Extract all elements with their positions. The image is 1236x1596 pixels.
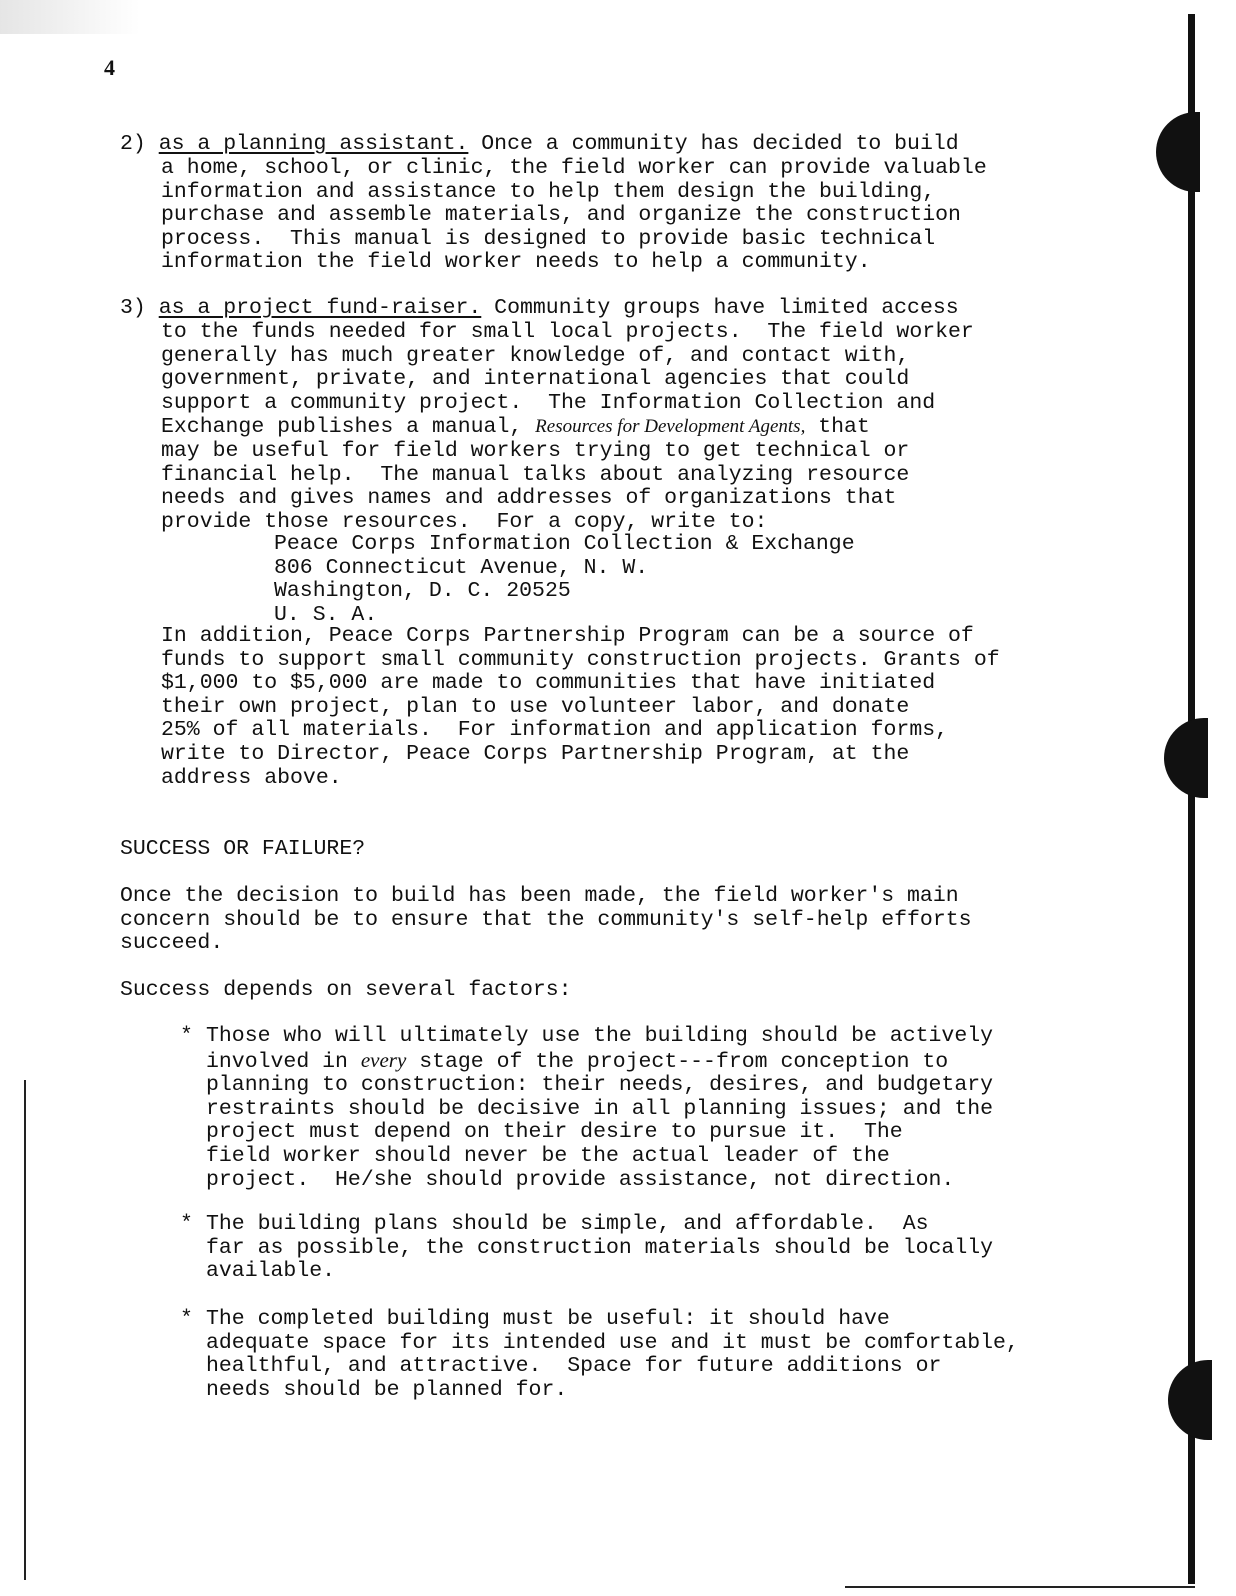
item-3-heading: as a project fund-raiser. bbox=[158, 296, 482, 320]
manual-title: Resources for Development Agents, bbox=[535, 416, 806, 438]
bullet-2-line: available. bbox=[206, 1259, 336, 1284]
bullet-1-line: project. He/she should provide assistance, not direction. bbox=[206, 1167, 955, 1192]
bullet-3-line: healthful, and attractive. Space for future additions or bbox=[206, 1354, 942, 1379]
item-2-marker: 2) bbox=[120, 132, 146, 156]
item-3-line: may be useful for field workers trying to get technical or bbox=[161, 438, 910, 463]
item-2-heading: as a planning assistant. bbox=[158, 132, 469, 156]
partnership-line: write to Director, Peace Corps Partnership Program, at the bbox=[161, 741, 910, 766]
page-number: 4 bbox=[104, 55, 115, 80]
partnership-paragraph bbox=[161, 625, 1000, 790]
address-line: 806 Connecticut Avenue, N. W. bbox=[274, 555, 649, 580]
bullet-2-line: far as possible, the construction materials should be locally bbox=[206, 1235, 994, 1260]
item-2-line: information the field worker needs to help a community. bbox=[161, 250, 871, 275]
bullet-1 bbox=[206, 1025, 993, 1192]
bullet-3-line: adequate space for its intended use and it must be comfortable, bbox=[206, 1330, 1019, 1355]
item-3-line: needs and gives names and addresses of organizations that bbox=[161, 486, 897, 511]
intro-line: Once the decision to build has been made, the field worker's main bbox=[120, 884, 959, 908]
bullet-marker: * bbox=[180, 1212, 193, 1236]
item-3-line: provide those resources. For a copy, write to: bbox=[161, 509, 768, 534]
mailing-address bbox=[274, 533, 855, 627]
bullet-1-line: restraints should be decisive in all planning issues; and the bbox=[206, 1096, 994, 1121]
bottom-edge-line bbox=[845, 1586, 1195, 1588]
item-3-line-manual: Exchange publishes a manual, Resources for Development Agents, that bbox=[161, 415, 870, 440]
item-3-body bbox=[161, 321, 974, 534]
item-2-line: information and assistance to help them design the building, bbox=[161, 179, 936, 204]
bullet-1-line: planning to construction: their needs, desires, and budgetary bbox=[206, 1073, 994, 1098]
intro-line: succeed. bbox=[120, 931, 224, 956]
bullet-3-line: needs should be planned for. bbox=[206, 1377, 568, 1402]
item-2 bbox=[120, 133, 959, 157]
scan-smudge bbox=[0, 0, 140, 34]
item-2-body bbox=[161, 157, 987, 275]
bullet-1-line-emph: involved in every stage of the project---from conception to bbox=[206, 1047, 949, 1074]
item-3-line: Community groups have limited access bbox=[481, 296, 959, 320]
bullet-1-line: field worker should never be the actual leader of the bbox=[206, 1143, 890, 1168]
intro-line: concern should be to ensure that the community's self-help efforts bbox=[120, 907, 972, 932]
item-3-line: financial help. The manual talks about analyzing resource bbox=[161, 462, 910, 487]
punch-hole bbox=[1156, 112, 1200, 192]
address-line: U. S. A. bbox=[274, 602, 378, 627]
item-3-line: government, private, and international agencies that could bbox=[161, 367, 910, 392]
factors-lead: Success depends on several factors: bbox=[120, 978, 572, 1002]
partnership-line: 25% of all materials. For information and application forms, bbox=[161, 718, 949, 743]
bullet-3-line: The completed building must be useful: it should have bbox=[206, 1307, 890, 1331]
bullet-1-line: Those who will ultimately use the building should be actively bbox=[206, 1024, 994, 1048]
item-2-line: Once a community has decided to build bbox=[468, 132, 959, 156]
item-3-line: to the funds needed for small local projects. The field worker bbox=[161, 320, 974, 344]
address-line: Peace Corps Information Collection & Exchange bbox=[274, 532, 855, 556]
bullet-marker: * bbox=[180, 1307, 193, 1331]
section-heading: SUCCESS OR FAILURE? bbox=[120, 837, 366, 861]
partnership-line: funds to support small community construction projects. Grants of bbox=[161, 647, 1000, 672]
item-2-line: a home, school, or clinic, the field worker can provide valuable bbox=[161, 156, 987, 180]
partnership-line: $1,000 to $5,000 are made to communities that have initiated bbox=[161, 671, 936, 696]
left-edge-line bbox=[24, 1080, 26, 1580]
binding-edge-line bbox=[1188, 14, 1195, 1584]
partnership-line: address above. bbox=[161, 765, 342, 790]
punch-hole bbox=[1164, 718, 1208, 798]
item-3-marker: 3) bbox=[120, 296, 146, 320]
bullet-2-line: The building plans should be simple, and affordable. As bbox=[206, 1212, 929, 1236]
punch-hole bbox=[1168, 1360, 1212, 1440]
intro-paragraph bbox=[120, 885, 972, 956]
bullet-1-line: project must depend on their desire to pursue it. The bbox=[206, 1120, 903, 1145]
emphasis-every: every bbox=[360, 1047, 407, 1072]
bullet-2 bbox=[206, 1213, 993, 1284]
item-3-line: generally has much greater knowledge of, and contact with, bbox=[161, 343, 910, 368]
partnership-line: their own project, plan to use volunteer labor, and donate bbox=[161, 694, 910, 719]
partnership-line: In addition, Peace Corps Partnership Program can be a source of bbox=[161, 624, 974, 648]
bullet-3 bbox=[206, 1308, 1019, 1402]
item-3-line: support a community project. The Information Collection and bbox=[161, 390, 936, 415]
address-line: Washington, D. C. 20525 bbox=[274, 579, 571, 604]
item-2-line: process. This manual is designed to provide basic technical bbox=[161, 226, 936, 251]
bullet-marker: * bbox=[180, 1024, 193, 1048]
item-2-line: purchase and assemble materials, and organize the construction bbox=[161, 203, 961, 228]
item-3 bbox=[120, 297, 959, 321]
